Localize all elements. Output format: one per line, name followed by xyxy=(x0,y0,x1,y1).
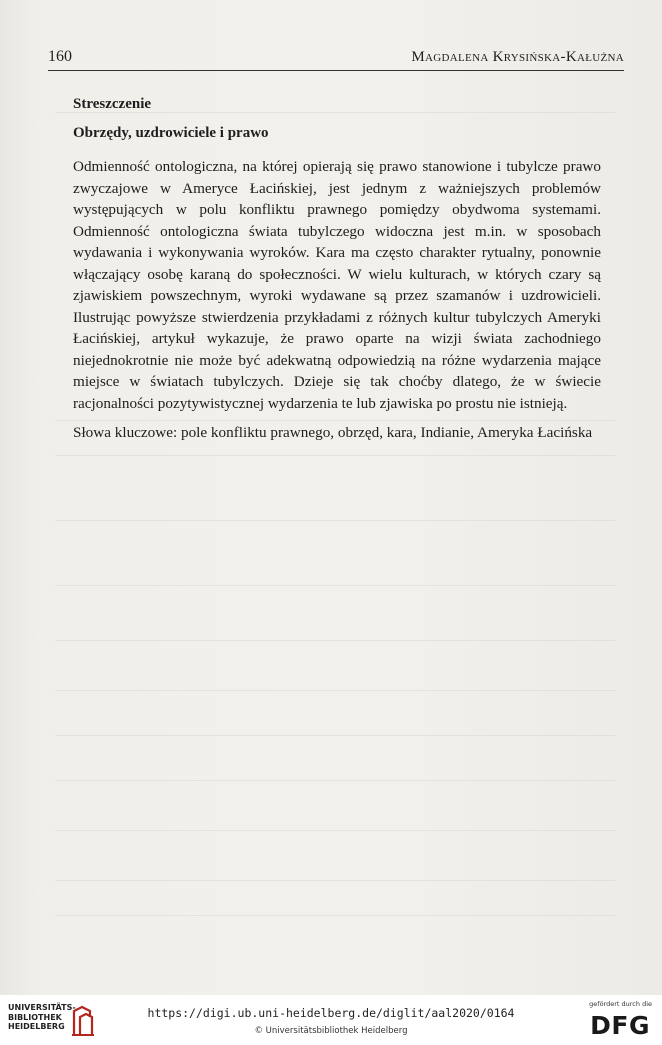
running-head-author: Magdalena Krysińska-Kałużna xyxy=(411,49,624,65)
abstract-paragraph: Odmienność ontologiczna, na której opierają się prawo stanowione i tubylcze prawo zwyczajowe w Ameryce Łacińskiej, jest jednym z ważniejszych problemów występujących w polu konfliktu prawnego pomiędzy obydwoma systemami. Odmienność ontologiczna świata tubylczego widoczna jest m.in. w sposobach wydawania i wykonywania wyroków. Kara ma często charakter rytualny, ponownie włączający osobę karaną do społeczności. W wielu kulturach, w których czary są zjawiskiem powszechnym, wyroki wydawane są przez szamanów i uzdrowicieli. Ilustrując powyższe stwierdzenia przykładami z różnych kultur tubylczych Ameryki Łacińskiej, artykuł wykazuje, że prawo oparte na wizji świata zachodniego niejednokrotnie nie może być adekwatną odpowiedzią na różne wydarzenia mające miejsce w światach tubylczych. Dzieje się tak choćby dlatego, że w świecie racjonalności pozytywistycznej wydarzenia te lub zjawiska po prostu nie istnieją. xyxy=(73,158,601,412)
dfg-logo-text: DFG xyxy=(590,1011,650,1040)
article-title: Obrzędy, uzdrowiciele i prawo xyxy=(73,125,269,141)
section-label: Streszczenie xyxy=(73,96,152,112)
abstract-section xyxy=(73,96,601,444)
library-logo-text: UNIVERSITÄTS- BIBLIOTHEK HEIDELBERG xyxy=(8,1003,76,1031)
dfg-logo[interactable] xyxy=(582,1000,652,1040)
copyright-notice: © Universitätsbibliothek Heidelberg xyxy=(254,1026,408,1036)
viewer-footer xyxy=(0,995,662,1045)
keywords-line: Słowa kluczowe: pole konfliktu prawnego, obrzęd, kara, Indianie, Ameryka Łacińska xyxy=(73,424,593,441)
permalink-url[interactable]: https://digi.ub.uni-heidelberg.de/diglit/aal2020/0164 xyxy=(147,1006,515,1020)
page-number: 160 xyxy=(48,48,72,65)
dfg-funded-by-label: gefördert durch die xyxy=(589,1000,652,1008)
page-header xyxy=(48,48,624,71)
